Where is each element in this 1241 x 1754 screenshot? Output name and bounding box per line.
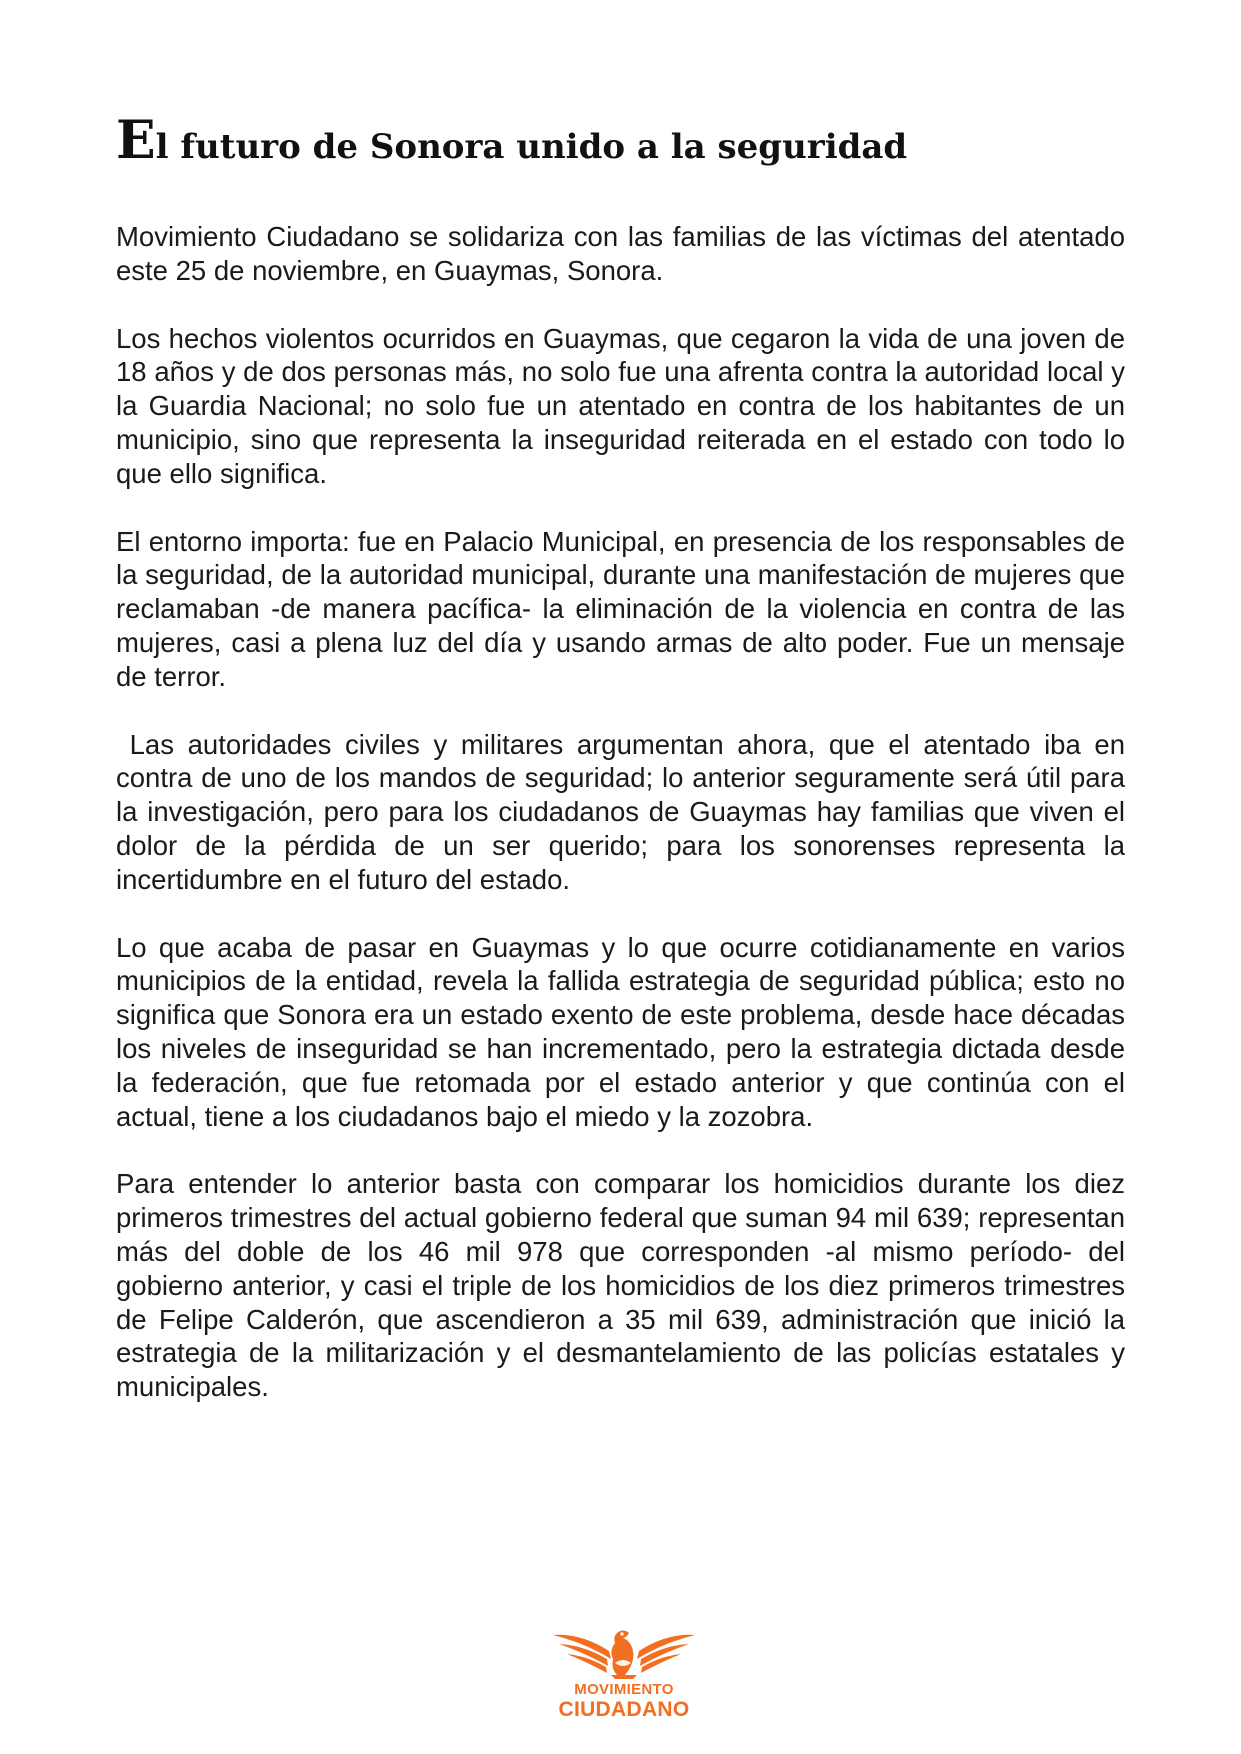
title-text: l futuro de Sonora unido a la seguridad xyxy=(155,127,908,167)
title-initial: E xyxy=(116,110,156,171)
paragraph: Para entender lo anterior basta con comparar los homicidios durante los diez primeros trimestres del actual gobierno federal que suman 94 mil 639; representan más del doble de los 46 mil 978 que corresponden -al mismo período- del gobierno anterior, y casi el triple de los homicidios de los diez primeros trimestres de Felipe Calderón, que ascendieron a 35 mil 639, administración que inició la estrategia de la militarización y el desmantelamiento de las policías estatales y municipales. xyxy=(116,1168,1125,1403)
logo-text-movimiento: MOVIMIENTO xyxy=(574,1681,674,1698)
document-body xyxy=(116,220,1133,1438)
eagle-icon xyxy=(551,1629,697,1681)
paragraph: Lo que acaba de pasar en Guaymas y lo que ocurre cotidianamente en varios municipios de la entidad, revela la fallida estrategia de seguridad pública; esto no significa que Sonora era un estado exento de este problema, desde hace décadas los niveles de inseguridad se han incrementado, pero la estrategia dictada desde la federación, que fue retomada por el estado anterior y que continúa con el actual, tiene a los ciudadanos bajo el miedo y la zozobra. xyxy=(116,931,1125,1132)
paragraph: Las autoridades civiles y militares argumentan ahora, que el atentado iba en contra de uno de los mandos de seguridad; lo anterior seguramente será útil para la investigación, pero para los ciudadanos de Guaymas hay familias que viven el dolor de la pérdida de un ser querido; para los sonorenses representa la incertidumbre en el futuro del estado. xyxy=(116,728,1133,895)
logo-text-ciudadano: CIUDADANO xyxy=(558,1698,690,1721)
paragraph: Movimiento Ciudadano se solidariza con las familias de las víctimas del atentado este 25 de noviembre, en Guaymas, Sonora. xyxy=(116,221,1125,286)
movimiento-ciudadano-logo xyxy=(539,1629,709,1729)
paragraph: Los hechos violentos ocurridos en Guaymas, que cegaron la vida de una joven de 18 años y de dos personas más, no solo fue una afrenta contra la autoridad local y la Guardia Nacional; no solo fue un atentado en contra de los habitantes de un municipio, sino que representa la inseguridad reiterada en el estado con todo lo que ello significa. xyxy=(116,322,1125,489)
paragraph: El entorno importa: fue en Palacio Municipal, en presencia de los responsables de la seguridad, de la autoridad municipal, durante una manifestación de mujeres que reclamaban -de manera pacífica- la eliminación de la violencia en contra de las mujeres, casi a plena luz del día y usando armas de alto poder. Fue un mensaje de terror. xyxy=(116,525,1133,692)
page-title xyxy=(116,110,1126,171)
